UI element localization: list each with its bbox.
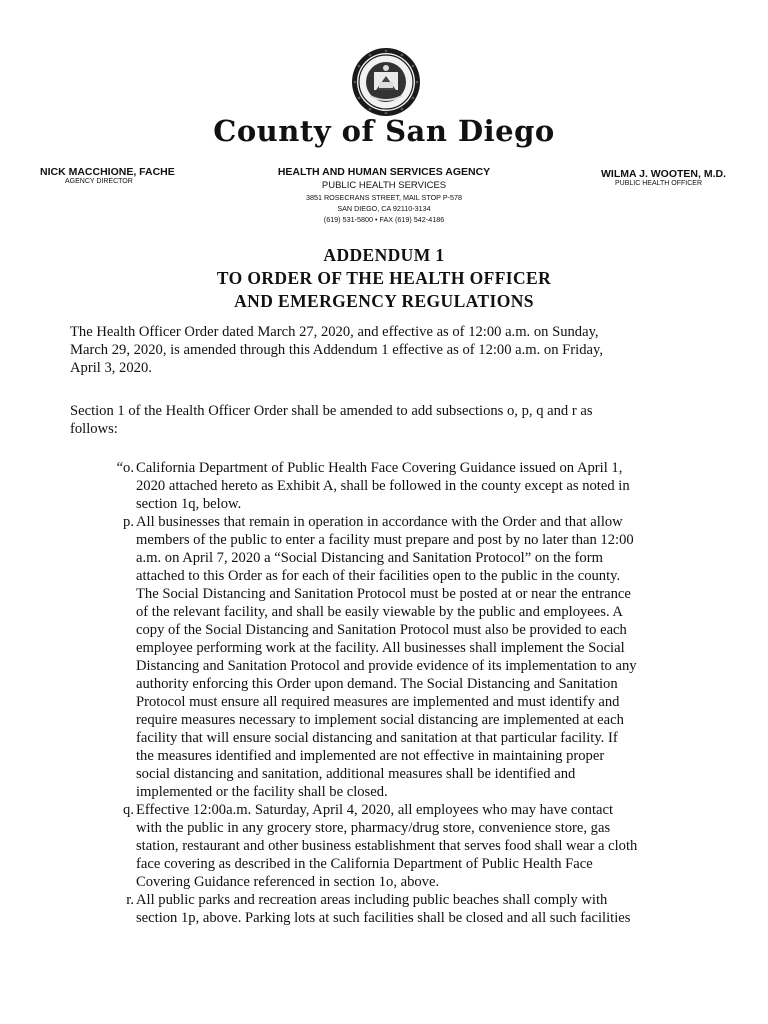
agency-name: HEALTH AND HUMAN SERVICES AGENCY <box>277 166 491 178</box>
section-paragraph <box>70 402 710 438</box>
street-address: 3851 ROSECRANS STREET, MAIL STOP P-578 <box>305 193 463 202</box>
text-line: All businesses that remain in operation in accordance with the Order and that allow <box>136 514 623 530</box>
county-name-heading: County of San Diego <box>213 114 555 148</box>
text-line: All public parks and recreation areas including public beaches shall comply with <box>136 892 608 908</box>
text-line: copy of the Social Distancing and Sanitation Protocol must also be provided to each <box>136 622 627 638</box>
subsection-item <box>70 891 730 927</box>
text-line: follows: <box>70 421 118 437</box>
text-line: implemented or the facility shall be closed. <box>136 784 388 800</box>
intro-paragraph <box>70 323 710 377</box>
document-title <box>0 244 768 313</box>
subsection-item <box>70 459 730 513</box>
text-line: members of the public to enter a facility must prepare and post by no later than 12:00 <box>136 532 634 548</box>
text-line: The Social Distancing and Sanitation Protocol must be posted at or near the entrance <box>136 586 631 602</box>
text-line: social distancing and sanitation, additional measures shall be identified and <box>136 766 576 782</box>
subsection-list <box>70 459 730 927</box>
text-line: March 29, 2020, is amended through this Addendum 1 effective as of 12:00 a.m. on Friday, <box>70 342 603 358</box>
title-line: AND EMERGENCY REGULATIONS <box>234 291 534 311</box>
agency-director-title: AGENCY DIRECTOR <box>65 178 133 185</box>
text-line: Protocol must ensure all required measures are implemented and must identify and <box>136 694 620 710</box>
department-name: PUBLIC HEALTH SERVICES <box>321 180 447 191</box>
title-line: ADDENDUM 1 <box>323 245 445 265</box>
subsection-item <box>70 801 730 891</box>
subsection-label: p. <box>123 514 134 530</box>
text-line: April 3, 2020. <box>70 360 152 376</box>
text-line: with the public in any grocery store, pharmacy/drug store, convenience store, gas <box>136 820 611 836</box>
subsection-label: q. <box>123 802 134 818</box>
text-line: attached to this Order as for each of their facilities open to the public in the county. <box>136 568 621 584</box>
subsection-label: r. <box>126 892 134 908</box>
text-line: face covering as described in the California Department of Public Health Face <box>136 856 593 872</box>
text-line: require measures necessary to implement social distancing are implemented at each <box>136 712 624 728</box>
text-line: of the relevant facility, and shall be easily viewable by the public and employees. A <box>136 604 623 620</box>
subsection-label: “o. <box>116 460 134 476</box>
text-line: The Health Officer Order dated March 27, 2020, and effective as of 12:00 a.m. on Sunday, <box>70 324 599 340</box>
subsection-item <box>70 513 730 801</box>
county-seal-icon <box>350 46 422 118</box>
text-line: authority enforcing this Order upon demand. The Social Distancing and Sanitation <box>136 676 618 692</box>
text-line: section 1p, above. Parking lots at such facilities shall be closed and all such facilities <box>136 910 631 926</box>
city-address: SAN DIEGO, CA 92110-3134 <box>337 204 431 213</box>
text-line: facility that will ensure social distancing and sanitation at that particular facility. If <box>136 730 618 746</box>
text-line: 2020 attached hereto as Exhibit A, shall be followed in the county except as noted in <box>136 478 630 494</box>
health-officer-name: WILMA J. WOOTEN, M.D. <box>601 168 727 180</box>
phone-fax: (619) 531-5800 • FAX (619) 542-4186 <box>323 215 445 224</box>
text-line: station, restaurant and other business establishment that serves food shall wear a cloth <box>136 838 638 854</box>
text-line: the measures identified and implemented are not effective in maintaining proper <box>136 748 605 764</box>
text-line: employee performing work at the facility. All businesses shall implement the Social <box>136 640 625 656</box>
health-officer-title: PUBLIC HEALTH OFFICER <box>615 180 702 187</box>
agency-address-block <box>220 166 548 225</box>
agency-director-name: NICK MACCHIONE, FACHE <box>40 166 175 178</box>
text-line: Effective 12:00a.m. Saturday, April 4, 2020, all employees who may have contact <box>136 802 614 818</box>
text-line: Distancing and Sanitation Protocol and provide evidence of its implementation to any <box>136 658 637 674</box>
title-line: TO ORDER OF THE HEALTH OFFICER <box>216 268 552 288</box>
text-line: California Department of Public Health Face Covering Guidance issued on April 1, <box>136 460 623 476</box>
text-line: a.m. on April 7, 2020 a “Social Distancing and Sanitation Protocol” on the form <box>136 550 603 566</box>
text-line: Section 1 of the Health Officer Order shall be amended to add subsections o, p, q and r as <box>70 403 593 419</box>
text-line: Covering Guidance referenced in section 1o, above. <box>136 874 440 890</box>
text-line: section 1q, below. <box>136 496 242 512</box>
